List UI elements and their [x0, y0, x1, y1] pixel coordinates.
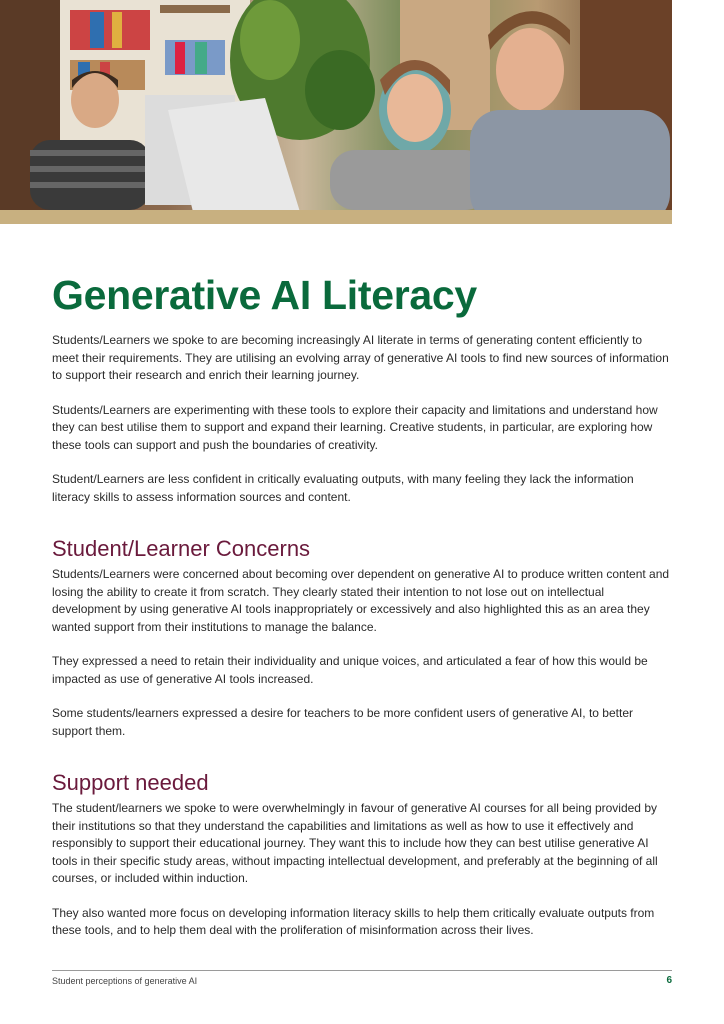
section-heading-support: Support needed — [52, 770, 209, 795]
page-title: Generative AI Literacy — [52, 272, 477, 318]
support-paragraph-1: The student/learners we spoke to were overwhelmingly in favour of generative AI courses for all being provided by their institutions so that they understand the capabilities and limitations as well as how to use it effectively and responsibly to support their educational journey. They want this to include how they can best utilise generative AI tools in their specific study areas, without impacting intellectual development, and preferably at the beginning of all courses, or included within induction. — [52, 801, 658, 885]
footer-document-title: Student perceptions of generative AI — [52, 976, 198, 986]
concerns-paragraph-3: Some students/learners expressed a desire for teachers to be more confident users of generative AI, to better support them. — [52, 706, 633, 738]
hero-illustration — [0, 0, 672, 224]
section-heading-concerns: Student/Learner Concerns — [52, 536, 311, 561]
main-content — [52, 268, 672, 940]
support-paragraph-2: They also wanted more focus on developing information literacy skills to help them critically evaluate outputs from these tools, and to help them deal with the proliferation of misinformation across their lives. — [52, 905, 655, 937]
concerns-paragraph-1: Students/Learners were concerned about becoming over dependent on generative AI to produce written content and losing the ability to create it from scratch. They clearly stated their intention to not lose out on intellectual development by using generative AI tools inappropriately or excessively and also highlighted this as an area they wanted support from their institutions to manage the balance. — [52, 567, 670, 634]
intro-paragraph-3: Student/Learners are less confident in critically evaluating outputs, with many feeling they lack the information literacy skills to assess information sources and content. — [52, 472, 634, 504]
intro-paragraph-2: Students/Learners are experimenting with these tools to explore their capacity and limitations and understand how they can best utilise them to support and expand their learning. Creative students, in particular, are exploring how these tools can support and push the boundaries of creativity. — [52, 402, 658, 452]
page-footer — [52, 970, 672, 986]
intro-paragraph-1: Students/Learners we spoke to are becoming increasingly AI literate in terms of generating content efficiently to meet their requirements. They are utilising an evolving array of generative AI tools to find new sources of information to support their research and enrich their learning journey. — [52, 333, 669, 382]
page-number: 6 — [666, 975, 672, 986]
hero-photo — [0, 0, 672, 224]
concerns-paragraph-2: They expressed a need to retain their individuality and unique voices, and articulated a fear of how this would be impacted as use of generative AI tools increased. — [52, 654, 648, 686]
